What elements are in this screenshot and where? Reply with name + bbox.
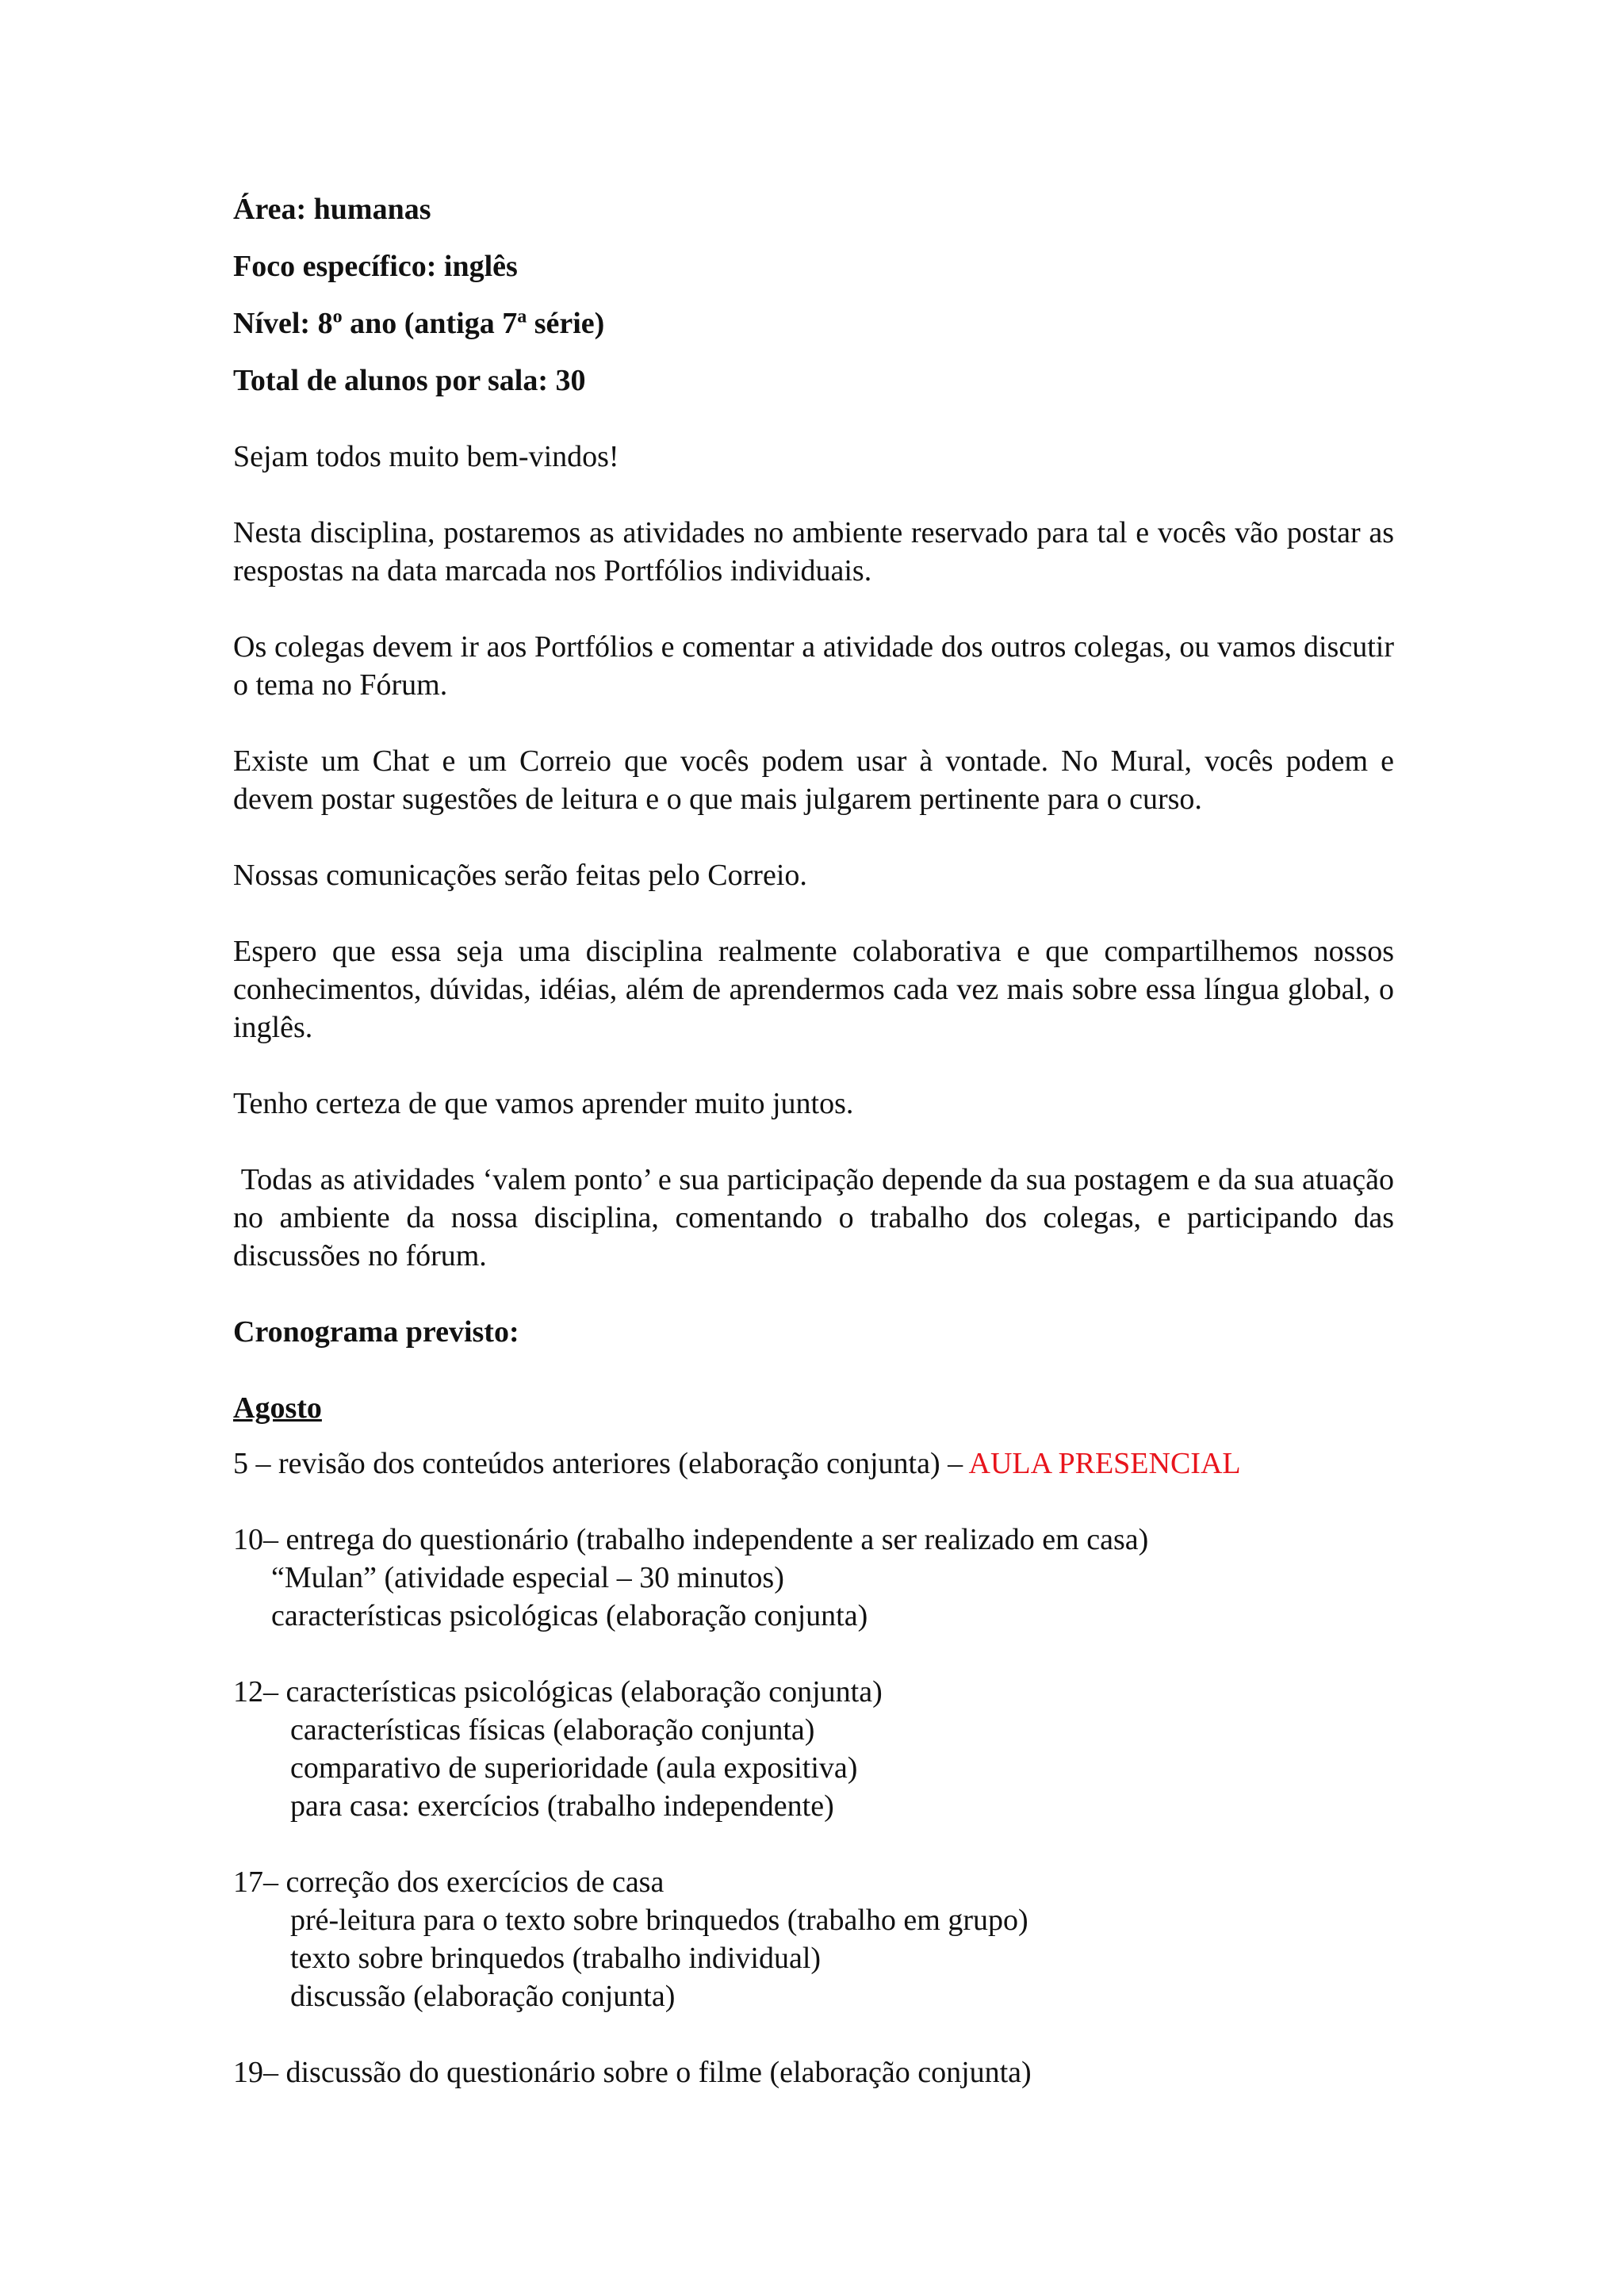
level-text-c: série) xyxy=(527,307,605,340)
chat-mural-paragraph: Existe um Chat e um Correio que vocês podem usar à vontade. No Mural, vocês podem e devem postar sugestões de leitura e o que mais julgarem pertinente para o curso. xyxy=(233,744,1394,816)
entry-12-line-2: características físicas (elaboração conjunta) xyxy=(290,1713,815,1747)
level-sup-ordinal-a: a xyxy=(517,306,527,327)
entry-17-line-2: pré-leitura para o texto sobre brinquedos (trabalho em grupo) xyxy=(290,1904,1028,1937)
welcome-paragraph: Sejam todos muito bem-vindos! xyxy=(233,440,619,473)
entry-19-line-1: 19– discussão do questionário sobre o filme (elaboração conjunta) xyxy=(233,2056,1032,2089)
course-header xyxy=(233,190,1394,400)
schedule-entry-19 xyxy=(233,2053,1394,2091)
entry-10-line-2: “Mulan” (atividade especial – 30 minutos) xyxy=(271,1561,784,1594)
document-page xyxy=(233,190,1402,2130)
level-text-a: Nível: 8 xyxy=(233,307,333,340)
focus-line: Foco específico: inglês xyxy=(233,250,518,283)
schedule-entry-10 xyxy=(233,1521,1394,1635)
schedule-entry-5 xyxy=(233,1445,1394,1483)
level-text-b: ano (antiga 7 xyxy=(342,307,518,340)
schedule-entry-17 xyxy=(233,1863,1394,2015)
entry-10-line-3: características psicológicas (elaboração conjunta) xyxy=(271,1599,868,1632)
communications-paragraph: Nossas comunicações serão feitas pelo Correio. xyxy=(233,859,807,892)
schedule-title: Cronograma previsto: xyxy=(233,1315,519,1349)
schedule-entry-12 xyxy=(233,1673,1394,1825)
collaboration-paragraph: Espero que essa seja uma disciplina realmente colaborativa e que compartilhemos nossos conhecimentos, dúvidas, idéias, além de aprendermos cada vez mais sobre essa língua global, o inglês. xyxy=(233,935,1394,1044)
entry-12-line-3: comparativo de superioridade (aula expositiva) xyxy=(290,1751,858,1785)
entry-12-line-4: para casa: exercícios (trabalho independente) xyxy=(290,1789,834,1823)
activities-paragraph: Nesta disciplina, postaremos as atividades no ambiente reservado para tal e vocês vão postar as respostas na data marcada nos Portfólios individuais. xyxy=(233,516,1394,587)
entry-17-line-1: 17– correção dos exercícios de casa xyxy=(233,1866,665,1899)
entry-10-line-1: 10– entrega do questionário (trabalho independente a ser realizado em casa) xyxy=(233,1523,1149,1556)
grading-paragraph: Todas as atividades ‘valem ponto’ e sua participação depende da sua postagem e da sua atuação no ambiente da nossa disciplina, comentando o trabalho dos colegas, e participando das discussões no fórum. xyxy=(233,1163,1402,1272)
month-heading: Agosto xyxy=(233,1391,322,1425)
entry-12-line-1: 12– características psicológicas (elaboração conjunta) xyxy=(233,1675,883,1709)
portfolios-paragraph: Os colegas devem ir aos Portfólios e comentar a atividade dos outros colegas, ou vamos discutir o tema no Fórum. xyxy=(233,630,1394,702)
entry-17-line-3: texto sobre brinquedos (trabalho individual) xyxy=(290,1942,822,1975)
in-person-class-label: AULA PRESENCIAL xyxy=(968,1447,1241,1480)
students-line: Total de alunos por sala: 30 xyxy=(233,364,586,397)
together-paragraph: Tenho certeza de que vamos aprender muito juntos. xyxy=(233,1087,854,1120)
entry-5-text: 5 – revisão dos conteúdos anteriores (elaboração conjunta) – xyxy=(233,1447,969,1480)
area-line: Área: humanas xyxy=(233,193,431,226)
entry-17-line-4: discussão (elaboração conjunta) xyxy=(290,1980,676,2013)
level-sup-ordinal-o: o xyxy=(332,306,343,327)
level-line xyxy=(233,304,1394,342)
